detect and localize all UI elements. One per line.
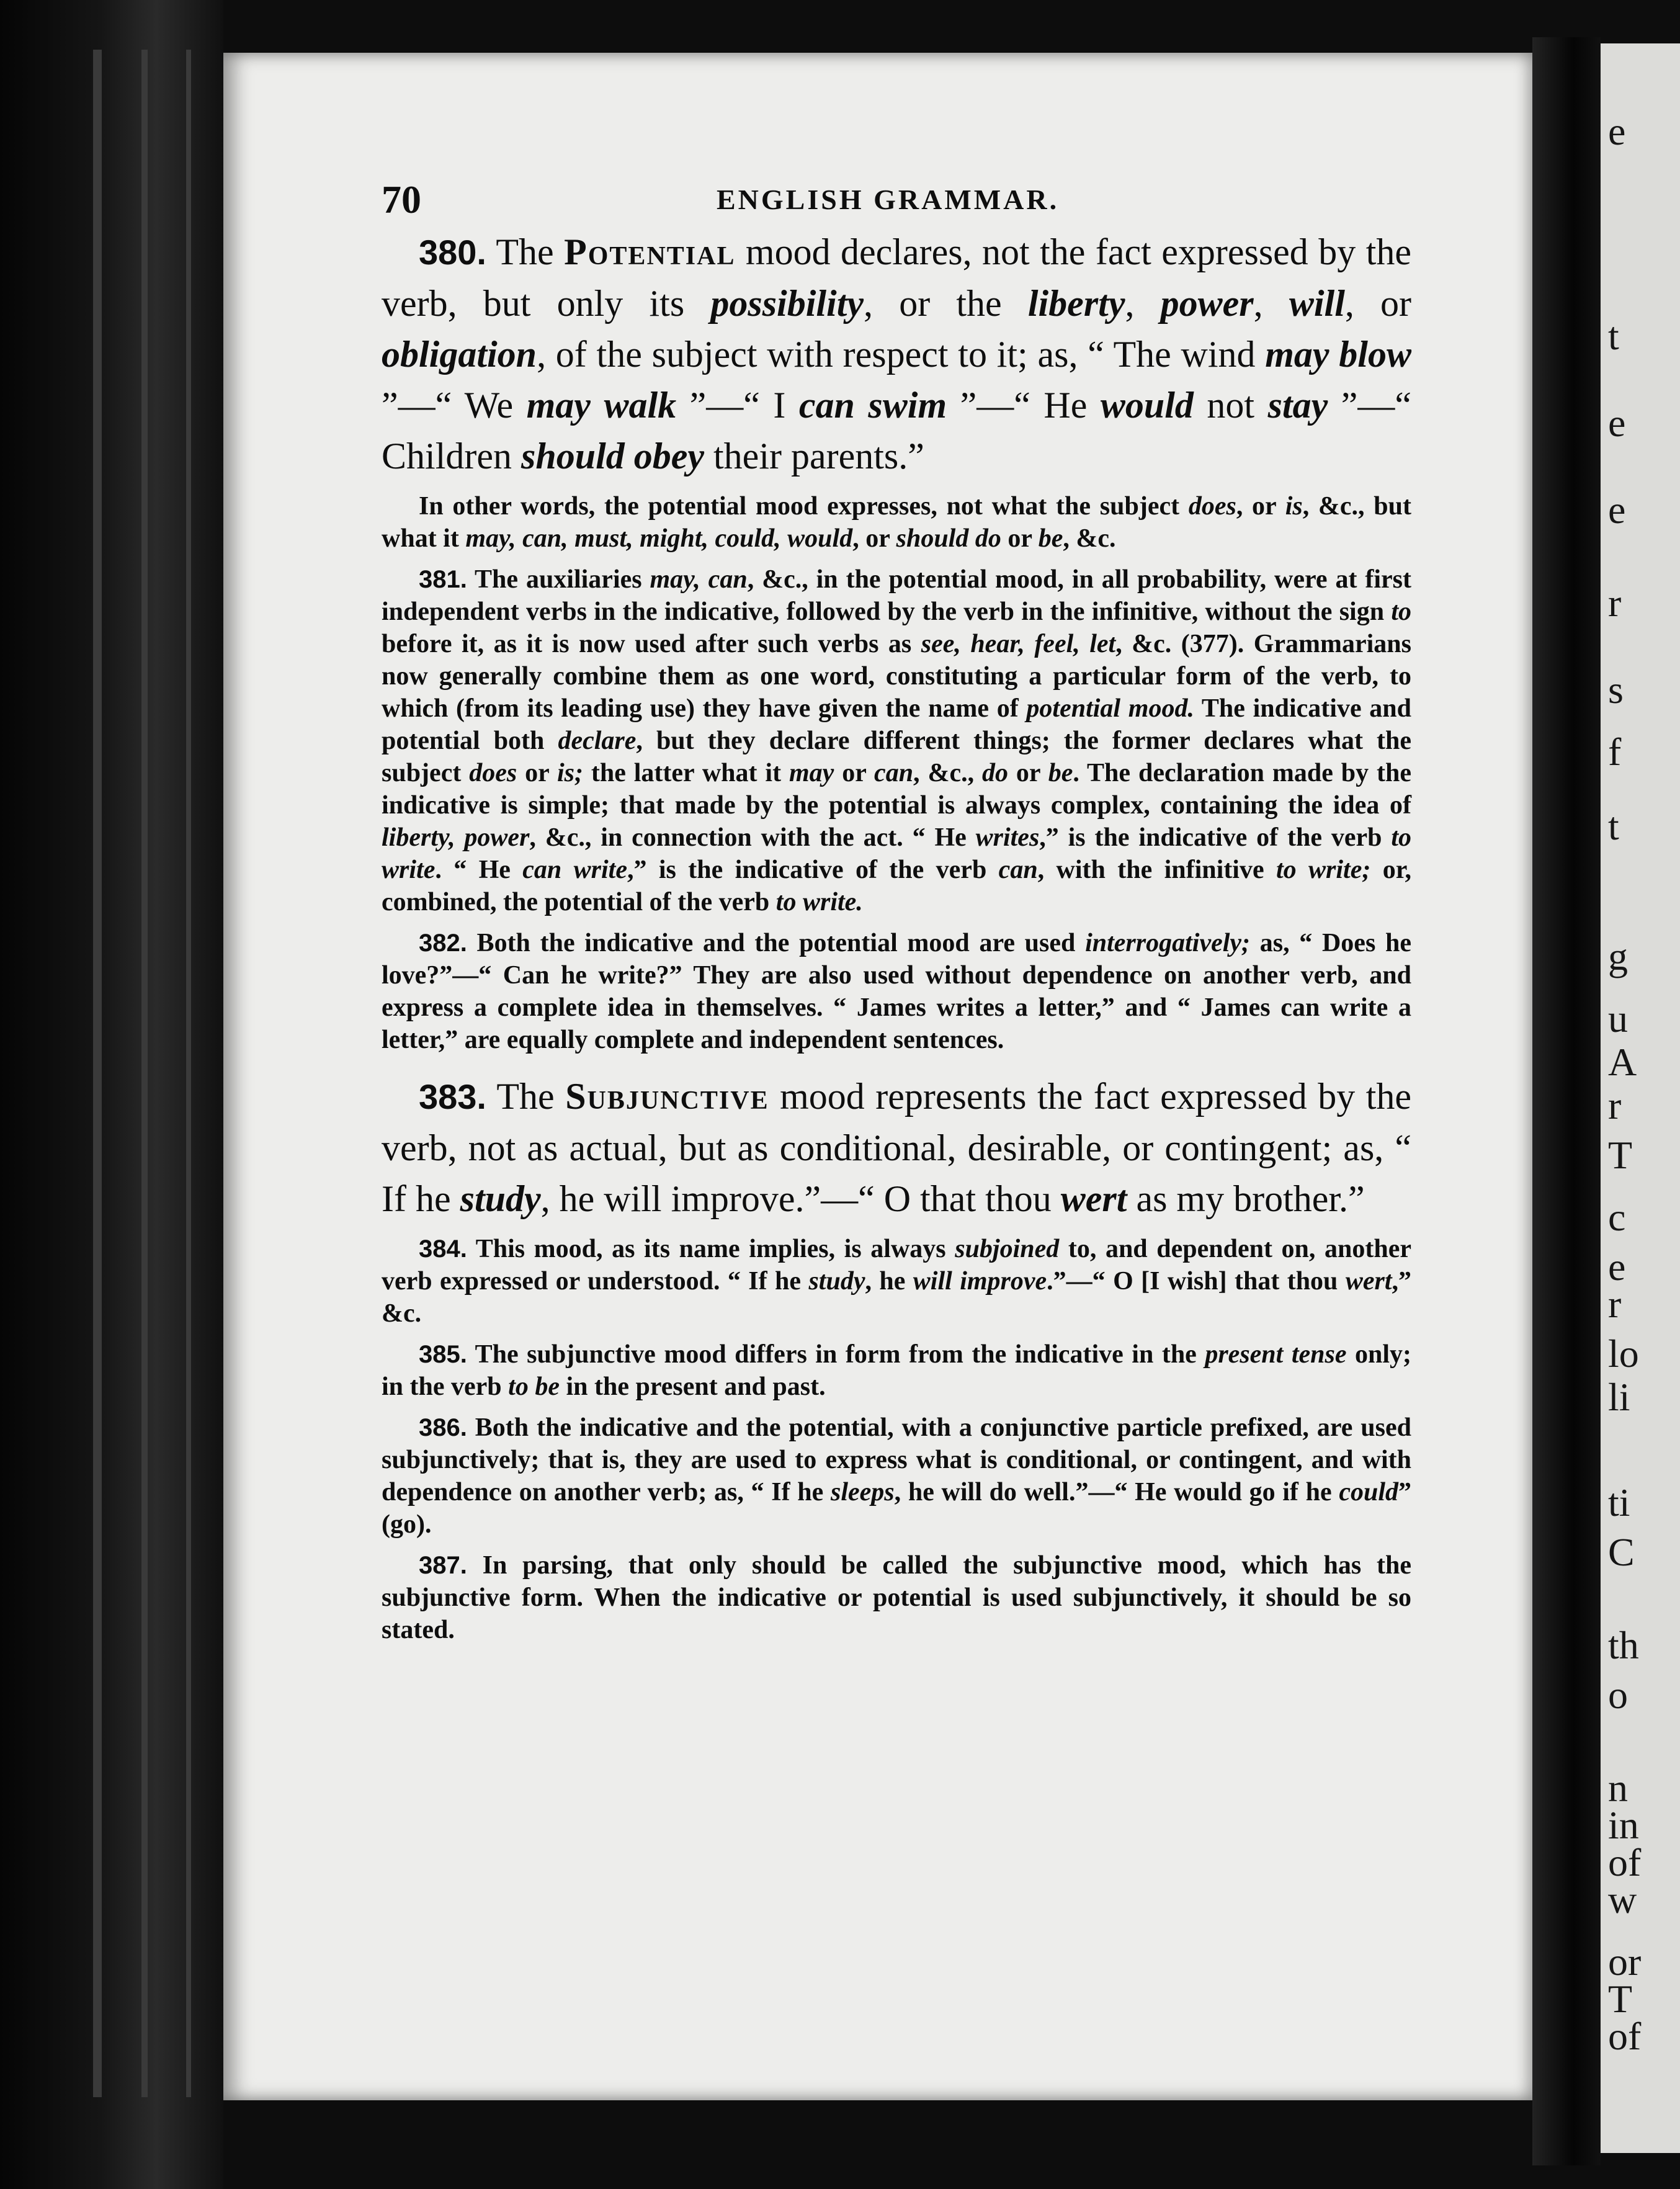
adjacent-page-fragment: r <box>1608 1083 1622 1127</box>
text: before it, as it is now used after such verbs as <box>382 630 921 658</box>
text: or <box>517 759 557 787</box>
text: The indicative and potential both <box>382 694 1411 755</box>
text: to, and dependent on, another verb expressed or understood. “ If he <box>382 1235 1411 1296</box>
text: In other words, the potential mood expresses, not what the subject <box>419 492 1189 521</box>
adjacent-page-fragment: of <box>1608 1840 1642 1884</box>
emphasis: see, hear, feel, let <box>921 630 1116 658</box>
text: ”—“ I <box>676 385 799 426</box>
emphasis: can swim <box>798 385 947 426</box>
emphasis: may blow <box>1265 334 1411 375</box>
adjacent-page-fragment: li <box>1608 1375 1630 1419</box>
adjacent-page-fragment: T <box>1608 1977 1633 2021</box>
text: . The declaration made by the indicative is simple; that made by the potential is always complex, containing the idea of <box>382 759 1412 820</box>
text: ” (go). <box>382 1478 1411 1539</box>
text: , he will improve.”—“ O that thou <box>540 1178 1061 1219</box>
emphasis: be <box>1038 524 1063 553</box>
page-gutter <box>1532 37 1601 2165</box>
text: or <box>834 759 875 787</box>
emphasis: to write; <box>1276 856 1371 884</box>
text: as my brother.” <box>1127 1178 1365 1219</box>
text: mood represents the fact expressed by the verb, not as actual, but as conditional, desirable, or contingent; as, “ If he <box>382 1076 1412 1219</box>
text: , &c. (377). Grammarians now generally combine them as one word, constituting a particular form of the verb, to which (from its leading use) they have given the name of <box>382 630 1411 723</box>
emphasis: is; <box>556 759 583 787</box>
emphasis: liberty, power <box>382 823 530 852</box>
text: Both the indicative and the potential mood are used <box>467 929 1086 957</box>
adjacent-page-fragment: T <box>1608 1133 1633 1177</box>
adjacent-page-fragment: of <box>1608 2014 1642 2058</box>
section-number: 384. <box>419 1235 467 1263</box>
adjacent-page-fragment: e <box>1608 1245 1626 1289</box>
emphasis: to write <box>382 823 1411 884</box>
running-title: ENGLISH GRAMMAR. <box>717 184 1060 215</box>
paragraph-386 <box>382 1412 1411 1541</box>
text: , but they declare different things; the former declares what the subject <box>382 727 1411 787</box>
section-number: 385. <box>419 1341 467 1368</box>
text: , or <box>1236 492 1285 521</box>
text: ”—“ We <box>382 385 527 426</box>
emphasis: should obey <box>521 436 705 477</box>
section-number: 381. <box>419 566 467 593</box>
text: , &c., in connection with the act. “ He <box>529 823 976 852</box>
adjacent-page-fragment: t <box>1608 804 1619 848</box>
adjacent-page-fragment: w <box>1608 1878 1637 1922</box>
text: ,” &c. <box>382 1267 1411 1328</box>
text: The subjunctive mood differs in form from the indicative in the <box>467 1340 1205 1369</box>
emphasis: study <box>808 1267 865 1296</box>
text: ,” is the indicative of the verb <box>1039 823 1392 852</box>
text: This mood, as its name implies, is always <box>467 1235 955 1263</box>
emphasis: be <box>1048 759 1073 787</box>
emphasis: power <box>1160 283 1254 324</box>
section-number: 386. <box>419 1414 467 1441</box>
emphasis: study <box>460 1178 541 1219</box>
emphasis: may <box>789 759 834 787</box>
text: or, combined, the potential of the verb <box>382 856 1412 916</box>
emphasis: to write. <box>775 888 863 916</box>
paragraph-380 <box>382 226 1411 481</box>
section-number: 387. <box>419 1552 467 1579</box>
emphasis: can <box>998 856 1038 884</box>
text: in the present and past. <box>559 1372 826 1401</box>
paragraph-382 <box>382 927 1411 1056</box>
emphasis: writes <box>975 823 1040 852</box>
paragraph-387 <box>382 1549 1411 1646</box>
paragraph-385 <box>382 1338 1411 1403</box>
emphasis: potential mood. <box>1026 694 1194 723</box>
text: , &c., in the potential mood, in all probability, were at first independent verbs in the indicative, followed by the verb in the infinitive, without the sign <box>382 565 1411 626</box>
emphasis: can <box>874 759 914 787</box>
text: not <box>1193 385 1268 426</box>
section-number: 380. <box>419 233 486 272</box>
text: In parsing, that only should be called the subjunctive mood, which has the subjunctive form. When the indicative or potential is used subjunctively, it should be so stated. <box>382 1551 1411 1644</box>
adjacent-page-fragment: t <box>1608 314 1619 358</box>
emphasis: subjoined <box>955 1235 1060 1263</box>
text: , with the infinitive <box>1037 856 1276 884</box>
term: Potential <box>564 231 736 272</box>
text: , &c., <box>913 759 983 787</box>
adjacent-page-fragment: e <box>1608 109 1626 153</box>
adjacent-page-fragment: n <box>1608 1766 1628 1810</box>
paragraph-380-note <box>382 490 1411 555</box>
adjacent-page-fragment: A <box>1608 1040 1637 1084</box>
emphasis: declare <box>558 727 637 755</box>
adjacent-page-fragment: lo <box>1608 1332 1639 1376</box>
text: or <box>1008 759 1048 787</box>
emphasis: would <box>1100 385 1194 426</box>
section-number: 382. <box>419 929 467 957</box>
emphasis: obligation <box>382 334 537 375</box>
emphasis: may walk <box>526 385 677 426</box>
text: , he <box>865 1267 913 1296</box>
adjacent-page-fragment: o <box>1608 1673 1628 1717</box>
adjacent-page-fragment: g <box>1608 934 1628 978</box>
text: only; in the verb <box>382 1340 1412 1401</box>
adjacent-page-fragment: r <box>1608 581 1622 625</box>
emphasis: will improve <box>913 1267 1047 1296</box>
page-content <box>382 177 1411 1646</box>
paragraph-383 <box>382 1071 1411 1224</box>
emphasis: present tense <box>1205 1340 1347 1369</box>
text: , or <box>852 524 896 553</box>
section-number: 383. <box>419 1077 486 1116</box>
page-number: 70 <box>382 177 421 222</box>
text: . “ He <box>435 856 523 884</box>
text: , <box>1125 283 1161 324</box>
emphasis: may, can, must, might, could, would <box>465 524 853 553</box>
emphasis: sleeps <box>830 1478 895 1506</box>
text: mood declares, not the fact expressed by the verb, but only its <box>382 231 1411 324</box>
adjacent-page-fragment: f <box>1608 730 1622 774</box>
adjacent-page-fragment: r <box>1608 1282 1622 1326</box>
adjacent-page-fragment: in <box>1608 1803 1639 1847</box>
text: ,” is the indicative of the verb <box>627 856 999 884</box>
adjacent-page-fragment: or <box>1608 1940 1642 1984</box>
adjacent-page-fragment: ti <box>1608 1480 1630 1524</box>
text: as, “ Does he love?”—“ Can he write?” They are also used without dependence on another verb, and express a complete idea in themselves. “ James writes a letter,” and “ James can write a letter,” are equally complete and independent sentences. <box>382 929 1411 1054</box>
binding-edge-line <box>93 50 102 2097</box>
text: Both the indicative and the potential, with a conjunctive particle prefixed, are used subjunctively; that is, they are used to express what is conditional, or contingent, and with dependence on another verb; as, “ If he <box>382 1413 1411 1506</box>
paragraph-381 <box>382 563 1411 918</box>
emphasis: stay <box>1267 385 1328 426</box>
text: , or <box>1344 283 1412 324</box>
emphasis: will <box>1289 283 1345 324</box>
emphasis: should do <box>896 524 1001 553</box>
text: the latter what it <box>583 759 790 787</box>
text: their parents.” <box>704 436 924 477</box>
text: or <box>1001 524 1039 553</box>
adjacent-page-fragment: s <box>1608 668 1624 712</box>
emphasis: could <box>1339 1478 1398 1506</box>
emphasis: may, can <box>650 565 748 594</box>
text: , of the subject with respect to it; as, “ The wind <box>537 334 1266 375</box>
adjacent-page-fragment: th <box>1608 1623 1639 1667</box>
text: , &c., but what it <box>382 492 1411 553</box>
text: .”—“ O [I wish] that thou <box>1047 1267 1346 1296</box>
page-header <box>382 177 1411 226</box>
adjacent-page-fragment: C <box>1608 1530 1635 1574</box>
emphasis: does <box>1188 492 1236 521</box>
text: ”—“ He <box>947 385 1101 426</box>
adjacent-page-fragment: c <box>1608 1195 1626 1239</box>
text: The auxiliaries <box>467 565 650 594</box>
emphasis: is <box>1285 492 1303 521</box>
term: Subjunctive <box>565 1076 769 1117</box>
emphasis: to be <box>508 1372 560 1401</box>
text: , or the <box>864 283 1028 324</box>
paragraph-384 <box>382 1233 1411 1330</box>
text: , he will do well.”—“ He would go if he <box>894 1478 1339 1506</box>
text: ”—“ Children <box>382 385 1411 477</box>
adjacent-page-fragment: u <box>1608 996 1628 1041</box>
adjacent-page-fragment: e <box>1608 488 1626 532</box>
text: The <box>486 1076 566 1117</box>
emphasis: wert <box>1060 1178 1127 1219</box>
emphasis: does <box>469 759 517 787</box>
emphasis: to <box>1391 598 1411 626</box>
emphasis: possibility <box>710 283 864 324</box>
binding-edge-line <box>141 50 148 2097</box>
binding-edge-line <box>186 50 191 2097</box>
emphasis: interrogatively; <box>1085 929 1251 957</box>
emphasis: do <box>982 759 1009 787</box>
emphasis: liberty <box>1027 283 1125 324</box>
emphasis: wert <box>1345 1267 1392 1296</box>
emphasis: can write <box>522 856 627 884</box>
adjacent-page-fragment: e <box>1608 401 1626 445</box>
text: , &c. <box>1063 524 1116 553</box>
adjacent-page <box>1601 43 1680 2153</box>
text: , <box>1253 283 1289 324</box>
text: The <box>486 231 565 272</box>
